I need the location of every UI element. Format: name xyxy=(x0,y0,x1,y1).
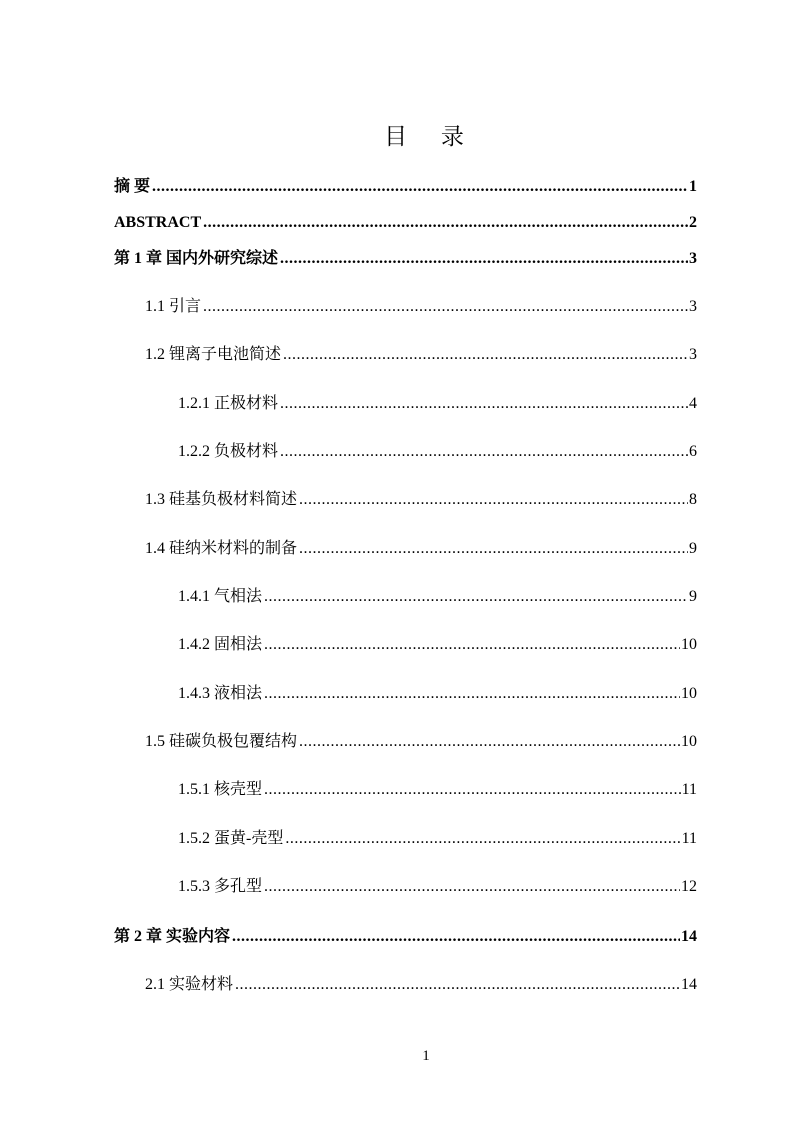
toc-entry-section-1-4-3[interactable] xyxy=(178,681,697,707)
toc-entry-section-1-3[interactable] xyxy=(145,487,697,513)
toc-entry-section-1-1[interactable] xyxy=(145,294,697,320)
toc-entry-label: 1.4.2 固相法 xyxy=(178,636,263,653)
toc-entry-page: 3 xyxy=(689,250,697,267)
toc-entry-label: 第 1 章 国内外研究综述 xyxy=(114,250,279,267)
toc-entry-page: 14 xyxy=(681,976,697,993)
toc-entry-section-1-4-1[interactable] xyxy=(178,584,697,610)
toc-entry-label: 1.2.2 负极材料 xyxy=(178,443,279,460)
toc-entry-label: ABSTRACT xyxy=(114,214,202,231)
toc-entry-section-1-5-2[interactable] xyxy=(178,826,697,852)
toc-leader-dots xyxy=(264,777,681,803)
toc-entry-page: 6 xyxy=(689,443,697,460)
toc-leader-dots xyxy=(280,391,688,417)
toc-entry-page: 11 xyxy=(681,830,697,847)
toc-leader-dots xyxy=(280,439,688,465)
toc-entry-label: 1.5.2 蛋黄-壳型 xyxy=(178,830,284,847)
toc-entry-page: 10 xyxy=(681,733,697,750)
toc-leader-dots xyxy=(280,246,688,272)
toc-entry-page: 4 xyxy=(689,395,697,412)
toc-leader-dots xyxy=(283,342,688,368)
toc-entry-page: 10 xyxy=(681,685,697,702)
toc-entry-label: 1.4 硅纳米材料的制备 xyxy=(145,540,298,557)
toc-entry-label: 1.4.1 气相法 xyxy=(178,588,263,605)
toc-entry-section-1-5-1[interactable] xyxy=(178,777,697,803)
toc-entry-page: 3 xyxy=(689,298,697,315)
toc-leader-dots xyxy=(203,294,688,320)
toc-entry-chapter-1[interactable] xyxy=(114,246,697,272)
toc-entry-page: 9 xyxy=(689,540,697,557)
toc-leader-dots xyxy=(235,972,680,998)
toc-entry-page: 11 xyxy=(681,781,697,798)
toc-entry-section-1-2[interactable] xyxy=(145,342,697,368)
toc-entry-page: 2 xyxy=(689,214,697,231)
toc-entry-section-1-2-1[interactable] xyxy=(178,391,697,417)
toc-leader-dots xyxy=(264,584,688,610)
toc-entry-label: 第 2 章 实验内容 xyxy=(114,928,231,945)
toc-entry-page: 12 xyxy=(681,878,697,895)
toc-entry-section-1-2-2[interactable] xyxy=(178,439,697,465)
toc-leader-dots xyxy=(299,487,688,513)
toc-entry-label: 摘 要 xyxy=(114,178,151,195)
toc-entry-label: 1.2.1 正极材料 xyxy=(178,395,279,412)
toc-leader-dots xyxy=(299,536,688,562)
toc-leader-dots xyxy=(203,210,688,236)
toc-entry-abstract-en[interactable] xyxy=(114,210,697,236)
toc-entry-chapter-2[interactable] xyxy=(114,924,697,950)
toc-leader-dots xyxy=(152,174,688,200)
toc-entry-label: 2.1 实验材料 xyxy=(145,976,234,993)
toc-entry-page: 3 xyxy=(689,346,697,363)
toc-leader-dots xyxy=(264,632,680,658)
toc-entry-page: 8 xyxy=(689,491,697,508)
toc-entry-section-1-5[interactable] xyxy=(145,729,697,755)
toc-entry-label: 1.5.1 核壳型 xyxy=(178,781,263,798)
page-title: 目 录 xyxy=(384,124,478,149)
toc-entry-label: 1.5 硅碳负极包覆结构 xyxy=(145,733,298,750)
toc-entry-section-2-1[interactable] xyxy=(145,972,697,998)
toc-leader-dots xyxy=(264,874,680,900)
toc-entry-label: 1.4.3 液相法 xyxy=(178,685,263,702)
toc-entry-section-1-5-3[interactable] xyxy=(178,874,697,900)
toc-entry-label: 1.3 硅基负极材料简述 xyxy=(145,491,298,508)
toc-entry-page: 9 xyxy=(689,588,697,605)
toc-entry-label: 1.5.3 多孔型 xyxy=(178,878,263,895)
page-number: 1 xyxy=(422,1048,430,1064)
toc-entry-abstract-cn[interactable] xyxy=(114,174,697,200)
toc-leader-dots xyxy=(285,826,680,852)
toc-entry-page: 14 xyxy=(681,928,697,945)
toc-entry-section-1-4[interactable] xyxy=(145,536,697,562)
toc-entry-label: 1.1 引言 xyxy=(145,298,202,315)
toc-leader-dots xyxy=(299,729,680,755)
toc-entry-section-1-4-2[interactable] xyxy=(178,632,697,658)
toc-leader-dots xyxy=(264,681,680,707)
toc-entry-label: 1.2 锂离子电池简述 xyxy=(145,346,282,363)
toc-leader-dots xyxy=(232,924,680,950)
toc-entry-page: 10 xyxy=(681,636,697,653)
toc-entry-page: 1 xyxy=(689,178,697,195)
